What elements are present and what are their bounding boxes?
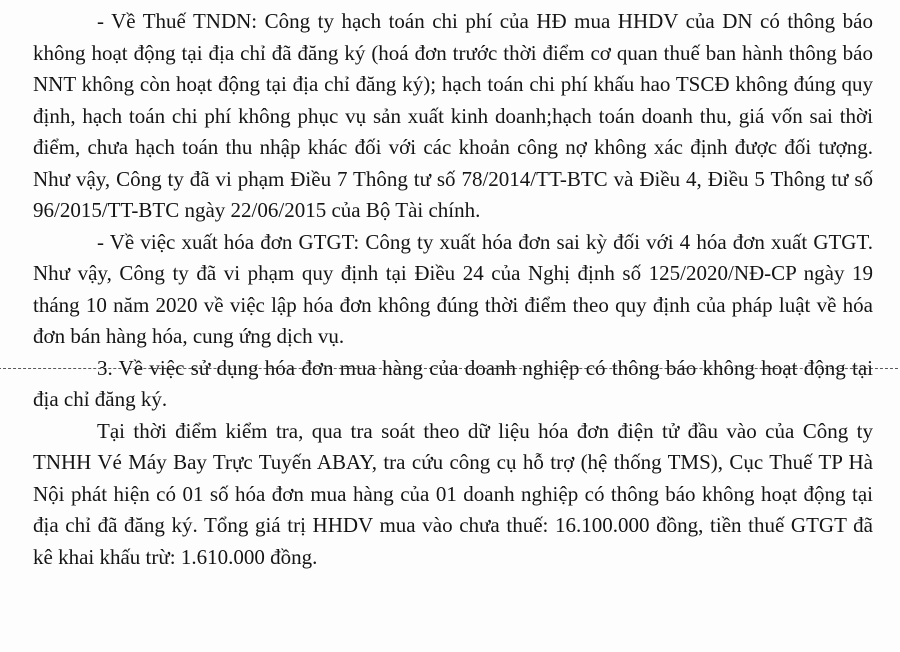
section-heading: 3. Về việc sử dụng hóa đơn mua hàng của doanh nghiệp có thông báo không hoạt động tại địa chỉ đăng ký.	[33, 355, 873, 411]
document-body	[33, 6, 873, 573]
paragraph-tndn: - Về Thuế TNDN: Công ty hạch toán chi phí của HĐ mua HHDV của DN có thông báo không hoạt động tại địa chỉ đã đăng ký (hoá đơn trước thời điểm cơ quan thuế ban hành thông báo NNT không còn hoạt động tại địa chỉ đăng ký); hạch toán chi phí khấu hao TSCĐ không đúng quy định, hạch toán chi phí không phục vụ sản xuất kinh doanh;hạch toán doanh thu, giá vốn sai thời điểm, chưa hạch toán thu nhập khác đối với các khoản công nợ không xác định được đối tượng. Như vậy, Công ty đã vi phạm Điều 7 Thông tư số 78/2014/TT-BTC và Điều 4, Điều 5 Thông tư số 96/2015/TT-BTC ngày 22/06/2015 của Bộ Tài chính.	[33, 9, 873, 222]
paragraph-section-3: Tại thời điểm kiểm tra, qua tra soát theo dữ liệu hóa đơn điện tử đầu vào của Công ty TNHH Vé Máy Bay Trực Tuyến ABAY, tra cứu công cụ hỗ trợ (hệ thống TMS), Cục Thuế TP Hà Nội phát hiện có 01 số hóa đơn mua hàng của 01 doanh nghiệp có thông báo không hoạt động tại địa chỉ đã đăng ký. Tổng giá trị HHDV mua vào chưa thuế: 16.100.000 đồng, tiền thuế GTGT đã kê khai khấu trừ: 1.610.000 đồng.	[33, 418, 873, 569]
section-heading-block	[33, 353, 873, 416]
paragraph-gtgt: - Về việc xuất hóa đơn GTGT: Công ty xuất hóa đơn sai kỳ đối với 4 hóa đơn xuất GTGT. Như vậy, Công ty đã vi phạm quy định tại Điều 24 của Nghị định số 125/2020/NĐ-CP ngày 19 tháng 10 năm 2020 về việc lập hóa đơn không đúng thời điểm theo quy định của pháp luật về hóa đơn bán hàng hóa, cung ứng dịch vụ.	[33, 229, 873, 348]
